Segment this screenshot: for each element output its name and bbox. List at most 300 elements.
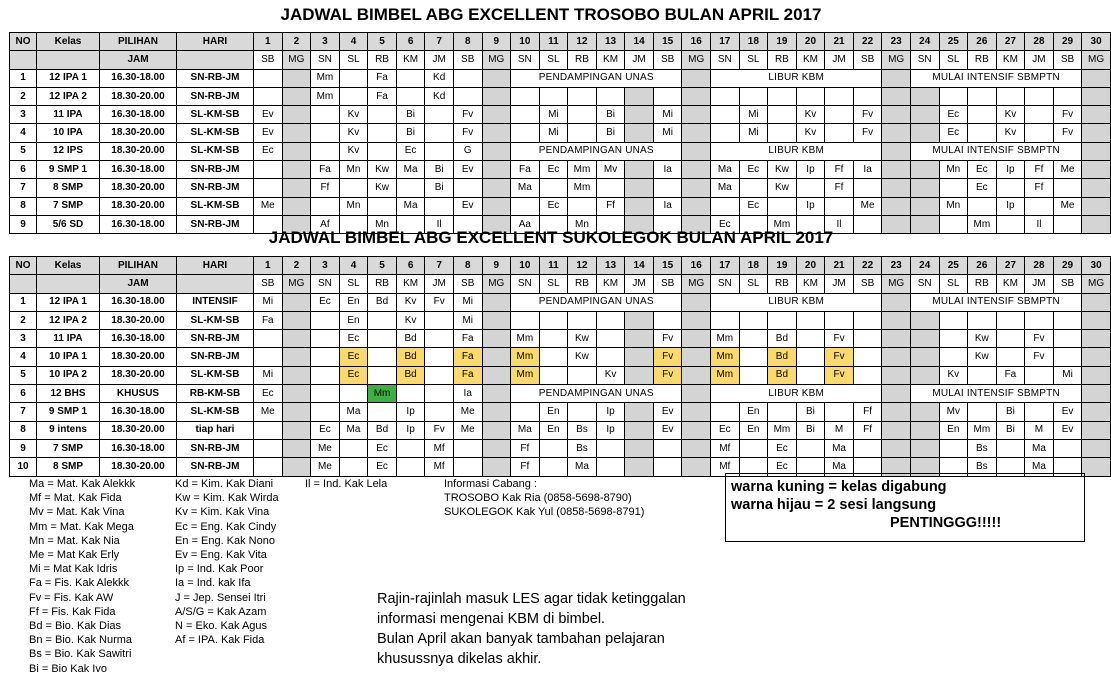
schedule-cell: Ma (339, 421, 368, 439)
schedule-cell: Mm (968, 421, 997, 439)
day-name: SB (853, 275, 882, 293)
schedule-cell (539, 366, 568, 384)
legend-column-2 (175, 477, 279, 647)
schedule-cell: Ec (739, 161, 768, 179)
row-no: 9 (10, 439, 37, 457)
schedule-cell: Mm (311, 87, 340, 105)
day-name: SL (739, 51, 768, 69)
schedule-cell (1082, 293, 1111, 311)
day-name: SN (311, 275, 340, 293)
day-name: MG (1082, 51, 1111, 69)
schedule-cell (1053, 179, 1082, 197)
header-no: NO (10, 257, 37, 275)
legend-item: Af = IPA. Kak Fida (175, 634, 265, 647)
schedule-cell: Ma (825, 439, 854, 457)
date-number: 18 (739, 33, 768, 51)
header-blank (37, 51, 100, 69)
schedule-cell: Mm (511, 348, 540, 366)
date-number: 29 (1053, 33, 1082, 51)
schedule-cell: Bs (568, 421, 597, 439)
schedule-cell (910, 87, 939, 105)
schedule-cell: Ev (453, 161, 482, 179)
row-hari: SL-KM-SB (177, 197, 254, 215)
day-name: RB (968, 275, 997, 293)
schedule-cell (768, 106, 797, 124)
schedule-cell: Ec (539, 197, 568, 215)
schedule-cell: Kv (596, 366, 625, 384)
schedule-cell: Me (311, 458, 340, 476)
schedule-cell (739, 311, 768, 329)
row-jam: 18.30-20.00 (100, 421, 177, 439)
schedule-cell (339, 179, 368, 197)
schedule-cell (653, 87, 682, 105)
schedule-cell: Kv (996, 124, 1025, 142)
note-intensif-sbmptn: MULAI INTENSIF SBMPTN (910, 69, 1081, 87)
row-no: 8 (10, 197, 37, 215)
table-row (10, 142, 1111, 160)
row-jam: 18.30-20.00 (100, 348, 177, 366)
schedule-cell (482, 458, 511, 476)
schedule-cell (368, 403, 397, 421)
note-pendampingan-unas: PENDAMPINGAN UNAS (511, 142, 682, 160)
schedule-cell (682, 311, 711, 329)
green-legend: warna hijau = 2 sesi langsung (731, 497, 937, 513)
date-number: 1 (254, 257, 283, 275)
schedule-cell (996, 348, 1025, 366)
row-kelas: 12 IPS (37, 142, 100, 160)
schedule-cell: Mi (539, 106, 568, 124)
schedule-cell (625, 87, 654, 105)
schedule-cell (682, 366, 711, 384)
schedule-cell (768, 311, 797, 329)
schedule-cell (311, 403, 340, 421)
schedule-cell (910, 106, 939, 124)
row-jam: 18.30-20.00 (100, 311, 177, 329)
legend-item: Il = Ind. Kak Lela (305, 478, 388, 490)
date-number: 1 (254, 33, 283, 51)
legend-item: Mi = Mat Kak Idris (29, 563, 118, 576)
schedule-cell (282, 142, 311, 160)
date-number: 20 (796, 33, 825, 51)
table-row (10, 106, 1111, 124)
note-libur-kbm: LIBUR KBM (711, 142, 882, 160)
schedule-cell (425, 330, 454, 348)
schedule-cell: Bs (968, 458, 997, 476)
day-name: SL (539, 51, 568, 69)
row-jam: 16.30-18.00 (100, 330, 177, 348)
row-hari: SL-KM-SB (177, 311, 254, 329)
schedule-cell (910, 403, 939, 421)
schedule-cell: Ma (568, 458, 597, 476)
row-no: 6 (10, 161, 37, 179)
schedule-cell (482, 142, 511, 160)
header-blank (37, 275, 100, 293)
schedule-cell: Ec (768, 439, 797, 457)
schedule-cell (596, 87, 625, 105)
schedule-cell: Ma (511, 421, 540, 439)
row-kelas: 10 IPA 2 (37, 366, 100, 384)
schedule-cell (596, 330, 625, 348)
schedule-cell (311, 124, 340, 142)
header-pilihan: PILIHAN (100, 257, 177, 275)
schedule-cell: Mm (568, 161, 597, 179)
day-name: SB (453, 51, 482, 69)
date-number: 2 (282, 257, 311, 275)
date-number: 25 (939, 33, 968, 51)
schedule-cell (882, 366, 911, 384)
branch-info-trosobo: TROSOBO Kak Ria (0858-5698-8790) (444, 492, 632, 505)
schedule-cell (853, 87, 882, 105)
schedule-cell (711, 87, 740, 105)
important-note: PENTINGGG!!!!! (890, 515, 1002, 531)
row-kelas: 9 SMP 1 (37, 161, 100, 179)
row-jam: 18.30-20.00 (100, 458, 177, 476)
schedule-cell: Kw (568, 330, 597, 348)
table-row (10, 197, 1111, 215)
table-row (10, 348, 1111, 366)
schedule-cell (368, 197, 397, 215)
schedule-cell (339, 87, 368, 105)
schedule-cell: Me (453, 403, 482, 421)
schedule-cell (282, 330, 311, 348)
schedule-cell (739, 366, 768, 384)
schedule-cell: Bi (796, 421, 825, 439)
schedule-cell (282, 293, 311, 311)
legend-item: Mf = Mat. Kak Fida (29, 492, 122, 505)
schedule-cell (768, 197, 797, 215)
date-number: 5 (368, 33, 397, 51)
table-row (10, 87, 1111, 105)
day-name: JM (625, 275, 654, 293)
row-jam: 18.30-20.00 (100, 87, 177, 105)
schedule-cell (539, 348, 568, 366)
schedule-cell (568, 197, 597, 215)
branch-info-sukolegok: SUKOLEGOK Kak Yul (0858-5698-8791) (444, 506, 645, 519)
day-name: SN (910, 275, 939, 293)
date-number: 26 (968, 33, 997, 51)
date-number: 6 (396, 257, 425, 275)
schedule-cell (511, 403, 540, 421)
schedule-cell (282, 197, 311, 215)
date-number: 29 (1053, 257, 1082, 275)
schedule-cell (682, 161, 711, 179)
schedule-cell: Bi (796, 403, 825, 421)
table-row (10, 293, 1111, 311)
schedule-cell (682, 421, 711, 439)
schedule-cell (853, 311, 882, 329)
schedule-cell: Fa (511, 161, 540, 179)
schedule-cell (768, 124, 797, 142)
schedule-cell: Mi (539, 124, 568, 142)
schedule-cell: Kv (339, 124, 368, 142)
schedule-cell: Ff (596, 197, 625, 215)
schedule-cell (539, 87, 568, 105)
schedule-cell (482, 439, 511, 457)
date-number: 17 (711, 257, 740, 275)
day-name: SB (653, 275, 682, 293)
schedule-cell (996, 330, 1025, 348)
schedule-cell: Ip (996, 161, 1025, 179)
date-number: 27 (996, 33, 1025, 51)
schedule-cell (282, 106, 311, 124)
table-row (10, 311, 1111, 329)
schedule-cell (254, 348, 283, 366)
schedule-cell (711, 124, 740, 142)
schedule-cell: Af (311, 215, 340, 233)
legend-item: Bn = Bio. Kak Nurma (29, 634, 133, 647)
schedule-cell (1082, 439, 1111, 457)
header-blank (10, 275, 37, 293)
schedule-cell: Ev (453, 197, 482, 215)
day-name: RB (968, 51, 997, 69)
legend-item: Mn = Mat. Kak Nia (29, 534, 120, 547)
row-jam: 18.30-20.00 (100, 366, 177, 384)
schedule-cell (1082, 69, 1111, 87)
schedule-cell: Ff (511, 458, 540, 476)
schedule-cell (511, 197, 540, 215)
schedule-cell (968, 124, 997, 142)
schedule-cell (596, 348, 625, 366)
schedule-cell: Fv (425, 293, 454, 311)
date-number: 23 (882, 257, 911, 275)
schedule-cell (882, 403, 911, 421)
schedule-cell (882, 142, 911, 160)
row-jam: 18.30-20.00 (100, 124, 177, 142)
schedule-cell (282, 161, 311, 179)
schedule-cell (1082, 421, 1111, 439)
row-no: 2 (10, 311, 37, 329)
schedule-cell (596, 439, 625, 457)
schedule-cell (1025, 124, 1054, 142)
schedule-cell: Mi (653, 106, 682, 124)
schedule-cell: Fv (825, 348, 854, 366)
schedule-cell: M (825, 421, 854, 439)
header-row-days (10, 275, 1111, 293)
schedule-cell (311, 330, 340, 348)
schedule-cell (482, 197, 511, 215)
schedule-cell (254, 458, 283, 476)
schedule-cell (568, 106, 597, 124)
schedule-cell: Fa (996, 366, 1025, 384)
schedule-cell (596, 179, 625, 197)
schedule-cell: Kw (368, 179, 397, 197)
schedule-cell: Fv (653, 348, 682, 366)
schedule-cell (453, 439, 482, 457)
schedule-cell (539, 439, 568, 457)
row-hari: SL-KM-SB (177, 106, 254, 124)
schedule-cell (482, 385, 511, 403)
schedule-cell (853, 366, 882, 384)
message-line: Bulan April akan banyak tambahan pelajaran (377, 631, 665, 647)
schedule-cell (682, 348, 711, 366)
schedule-cell (568, 124, 597, 142)
row-jam: 16.30-18.00 (100, 215, 177, 233)
legend-column-3 (305, 477, 387, 491)
schedule-cell: Fa (368, 69, 397, 87)
schedule-cell (1082, 458, 1111, 476)
schedule-cell (1082, 366, 1111, 384)
schedule-cell: Bi (396, 124, 425, 142)
schedule-cell: Ec (311, 293, 340, 311)
schedule-cell (425, 142, 454, 160)
table-row (10, 179, 1111, 197)
schedule-cell (482, 106, 511, 124)
day-name: KM (396, 51, 425, 69)
schedule-cell (968, 106, 997, 124)
schedule-cell (882, 197, 911, 215)
date-number: 21 (825, 33, 854, 51)
schedule-cell (282, 348, 311, 366)
schedule-cell: Ec (711, 215, 740, 233)
row-no: 9 (10, 215, 37, 233)
day-name: MG (882, 275, 911, 293)
day-name: KM (796, 275, 825, 293)
schedule-cell: Ev (254, 124, 283, 142)
schedule-cell (282, 421, 311, 439)
date-number: 8 (453, 33, 482, 51)
branch-info (444, 477, 644, 520)
schedule-cell: Mm (768, 215, 797, 233)
day-name: RB (768, 51, 797, 69)
row-kelas: 11 IPA (37, 330, 100, 348)
message-line: Rajin-rajinlah masuk LES agar tidak ketinggalan (377, 591, 686, 607)
legend-item: J = Jep. Sensei Itri (175, 591, 266, 604)
schedule-cell (1053, 348, 1082, 366)
schedule-cell: Fv (1025, 330, 1054, 348)
schedule-cell (1082, 179, 1111, 197)
row-kelas: 9 SMP 1 (37, 403, 100, 421)
legend-item: Bd = Bio. Kak Dias (29, 620, 122, 633)
schedule-cell: Fa (368, 87, 397, 105)
schedule-cell: Aa (511, 215, 540, 233)
row-hari: SL-KM-SB (177, 366, 254, 384)
date-number: 12 (568, 257, 597, 275)
schedule-cell: Mi (254, 366, 283, 384)
header-no: NO (10, 33, 37, 51)
date-number: 7 (425, 257, 454, 275)
date-number: 10 (511, 257, 540, 275)
schedule-cell: Mi (453, 293, 482, 311)
schedule-cell: Ma (711, 179, 740, 197)
day-name: MG (682, 275, 711, 293)
schedule-cell (939, 311, 968, 329)
schedule-cell: Mm (368, 385, 397, 403)
row-no: 4 (10, 348, 37, 366)
note-libur-kbm: LIBUR KBM (711, 293, 882, 311)
schedule-cell: Ff (853, 421, 882, 439)
row-hari: INTENSIF (177, 293, 254, 311)
schedule-cell (254, 87, 283, 105)
header-row-days (10, 51, 1111, 69)
schedule-cell: Ev (653, 421, 682, 439)
schedule-cell: Fv (425, 421, 454, 439)
date-number: 26 (968, 257, 997, 275)
schedule-cell (625, 311, 654, 329)
date-number: 5 (368, 257, 397, 275)
row-no: 5 (10, 142, 37, 160)
schedule-cell: Ev (1053, 403, 1082, 421)
schedule-cell (482, 161, 511, 179)
schedule-cell (682, 403, 711, 421)
date-number: 8 (453, 257, 482, 275)
date-number: 15 (653, 33, 682, 51)
day-name: KM (396, 275, 425, 293)
schedule-cell (625, 366, 654, 384)
row-no: 7 (10, 403, 37, 421)
schedule-cell (254, 439, 283, 457)
schedule-cell (625, 439, 654, 457)
schedule-cell: Fv (853, 124, 882, 142)
table-row (10, 330, 1111, 348)
schedule-cell (425, 197, 454, 215)
schedule-cell: Ec (254, 142, 283, 160)
schedule-cell (882, 311, 911, 329)
note-intensif-sbmptn: MULAI INTENSIF SBMPTN (910, 142, 1081, 160)
schedule-cell: Ec (968, 161, 997, 179)
row-kelas: 8 SMP (37, 458, 100, 476)
schedule-cell: En (339, 311, 368, 329)
schedule-cell (853, 439, 882, 457)
schedule-cell (254, 330, 283, 348)
note-libur-kbm: LIBUR KBM (711, 69, 882, 87)
schedule-cell (482, 348, 511, 366)
day-name: SL (339, 275, 368, 293)
schedule-cell (682, 330, 711, 348)
schedule-cell: Kv (396, 293, 425, 311)
header-hari: HARI (177, 33, 254, 51)
row-hari: SN-RB-JM (177, 330, 254, 348)
schedule-cell: Ma (1025, 439, 1054, 457)
schedule-cell (482, 179, 511, 197)
legend-item: Mm = Mat. Kak Mega (29, 520, 134, 533)
schedule-cell (796, 87, 825, 105)
schedule-cell: Mf (425, 458, 454, 476)
row-hari: SN-RB-JM (177, 348, 254, 366)
table-row (10, 69, 1111, 87)
row-kelas: 7 SMP (37, 439, 100, 457)
day-name: JM (825, 275, 854, 293)
date-number: 16 (682, 33, 711, 51)
schedule-cell (939, 330, 968, 348)
day-name: SN (311, 51, 340, 69)
schedule-cell (653, 458, 682, 476)
schedule-cell (368, 142, 397, 160)
schedule-cell (739, 87, 768, 105)
schedule-cell: Kd (425, 69, 454, 87)
schedule-cell: Ec (768, 458, 797, 476)
schedule-cell: Mn (568, 215, 597, 233)
schedule-cell: Ip (396, 403, 425, 421)
note-libur-kbm: LIBUR KBM (711, 385, 882, 403)
schedule-cell (1082, 161, 1111, 179)
schedule-cell (910, 197, 939, 215)
schedule-cell (425, 366, 454, 384)
schedule-cell (368, 366, 397, 384)
schedule-cell: Ia (853, 161, 882, 179)
date-number: 25 (939, 257, 968, 275)
schedule-cell (311, 366, 340, 384)
schedule-cell: Kd (425, 87, 454, 105)
date-number: 19 (768, 257, 797, 275)
schedule-cell (882, 124, 911, 142)
note-pendampingan-unas: PENDAMPINGAN UNAS (511, 385, 682, 403)
schedule-cell: Mn (939, 161, 968, 179)
schedule-cell: Kv (796, 106, 825, 124)
header-jam: JAM (100, 275, 177, 293)
schedule-cell (1053, 311, 1082, 329)
schedule-cell: Me (1053, 197, 1082, 215)
note-pendampingan-unas: PENDAMPINGAN UNAS (511, 69, 682, 87)
